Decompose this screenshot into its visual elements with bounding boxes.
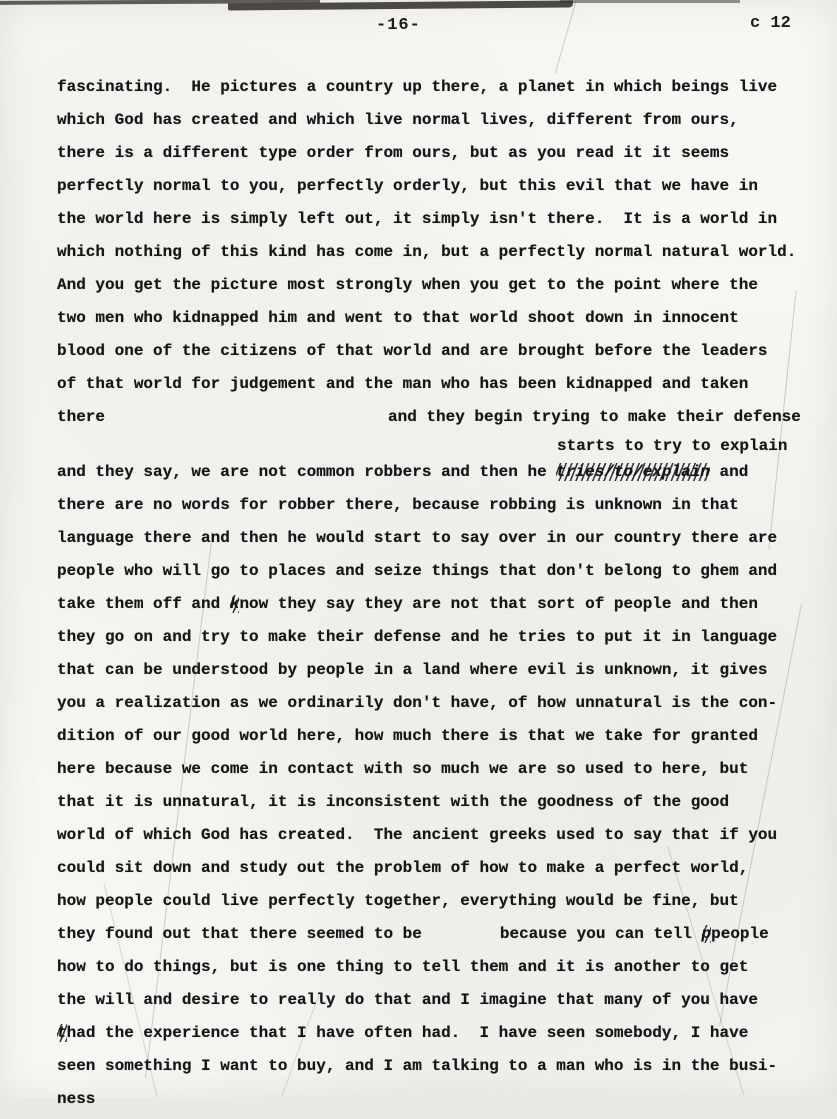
typed-line <box>0 1086 837 1119</box>
text-run: perfectly normal to you, perfectly orderly, but this evil that we have in <box>57 177 758 195</box>
typed-line <box>0 921 837 954</box>
text-run: language there and then he would start to say over in our country there are <box>57 529 778 547</box>
text-run: there is a different type order from ours, but as you read it it seems <box>57 144 730 162</box>
inserted-correction-line <box>0 437 837 459</box>
text-run: they go on and try to make their defense and he tries to put it in language <box>57 628 778 646</box>
typed-text-body <box>0 74 837 1119</box>
typed-line <box>0 492 837 525</box>
typed-line <box>0 954 837 987</box>
typed-line <box>0 657 837 690</box>
text-run: that it is unnatural, it is inconsistent with the goodness of the good <box>57 793 730 811</box>
typed-line <box>0 558 837 591</box>
typed-line <box>0 987 837 1020</box>
text-run: people who will go to places and seize things that don't belong to ghem and <box>57 562 778 580</box>
strikeout-text: k <box>229 595 240 613</box>
text-run: how to do things, but is one thing to tell them and it is another to get <box>57 958 749 976</box>
text-run: there are no words for robber there, because robbing is unknown in that <box>57 496 739 514</box>
text-run: and they begin trying to make their defense <box>388 408 801 426</box>
text-run: that can be understood by people in a land where evil is unknown, it gives <box>57 661 768 679</box>
typed-line <box>0 624 837 657</box>
text-run: people <box>711 925 769 943</box>
text-run: you a realization as we ordinarily don't have, of how unnatural is the con- <box>57 694 778 712</box>
typed-line <box>0 789 837 822</box>
text-run: of that world for judgement and the man who has been kidnapped and taken <box>57 375 749 393</box>
text-run: the world here is simply left out, it simply isn't there. It is a world in <box>57 210 778 228</box>
blank-gap <box>422 937 500 938</box>
text-run: they found out that there seemed to be <box>57 925 422 943</box>
typed-line <box>0 107 837 140</box>
typed-line <box>0 525 837 558</box>
text-run: dition of our good world here, how much there is that we take for granted <box>57 727 758 745</box>
corner-mark: c 12 <box>750 14 791 33</box>
text-run: blood one of the citizens of that world and are brought before the leaders <box>57 342 768 360</box>
text-run: could sit down and study out the problem of how to make a perfect world, <box>57 859 749 877</box>
text-run: two men who kidnapped him and went to that world shoot down in innocent <box>57 309 739 327</box>
blank-gap <box>105 420 388 421</box>
typed-line <box>0 855 837 888</box>
text-run: ness <box>57 1090 96 1108</box>
text-run: now they say they are not that sort of people and then <box>239 595 758 613</box>
typed-line <box>0 690 837 723</box>
text-run: had the experience that I have often had. I have seen somebody, I have <box>66 1024 749 1042</box>
text-run: how people could live perfectly together, everything would be fine, but <box>57 892 739 910</box>
strikeout-text: tries/to/explain <box>556 463 710 481</box>
page-header <box>0 0 837 46</box>
text-run: take them off and <box>57 595 230 613</box>
page-number: -16- <box>376 16 421 35</box>
typed-line <box>0 140 837 173</box>
typed-line <box>0 1053 837 1086</box>
typed-line <box>0 822 837 855</box>
typed-line <box>0 591 837 624</box>
text-run: which nothing of this kind has come in, but a perfectly normal natural world. <box>57 243 797 261</box>
typed-line <box>0 239 837 272</box>
text-run: world of which God has created. The ancient greeks used to say that if you <box>57 826 778 844</box>
text-run: because you can tell <box>499 925 702 943</box>
text-run: and <box>709 463 749 481</box>
typed-line <box>0 206 837 239</box>
text-run: there <box>57 408 106 426</box>
typed-line <box>0 723 837 756</box>
typed-line <box>0 338 837 371</box>
typed-line <box>0 756 837 789</box>
strikeout-text: t <box>57 1024 67 1042</box>
typed-line <box>0 371 837 404</box>
text-run: the will and desire to really do that and I imagine that many of you have <box>57 991 758 1009</box>
typed-line <box>0 173 837 206</box>
strikeout-text: p <box>701 925 712 943</box>
text-run: fascinating. He pictures a country up there, a planet in which beings live <box>57 78 778 96</box>
text-run: which God has created and which live normal lives, different from ours, <box>57 111 739 129</box>
typed-line <box>0 305 837 338</box>
typed-line <box>0 1020 837 1053</box>
typed-line <box>0 459 837 492</box>
typed-line <box>0 404 837 437</box>
text-run: starts to try to explain <box>557 437 788 455</box>
text-run: here because we come in contact with so much we are so used to here, but <box>57 760 749 778</box>
text-run: seen something I want to buy, and I am talking to a man who is in the busi- <box>57 1057 778 1075</box>
typed-line <box>0 888 837 921</box>
typed-line <box>0 272 837 305</box>
text-run: And you get the picture most strongly when you get to the point where the <box>57 276 758 294</box>
typed-line <box>0 74 837 107</box>
text-run: and they say, we are not common robbers and then he <box>57 463 557 481</box>
